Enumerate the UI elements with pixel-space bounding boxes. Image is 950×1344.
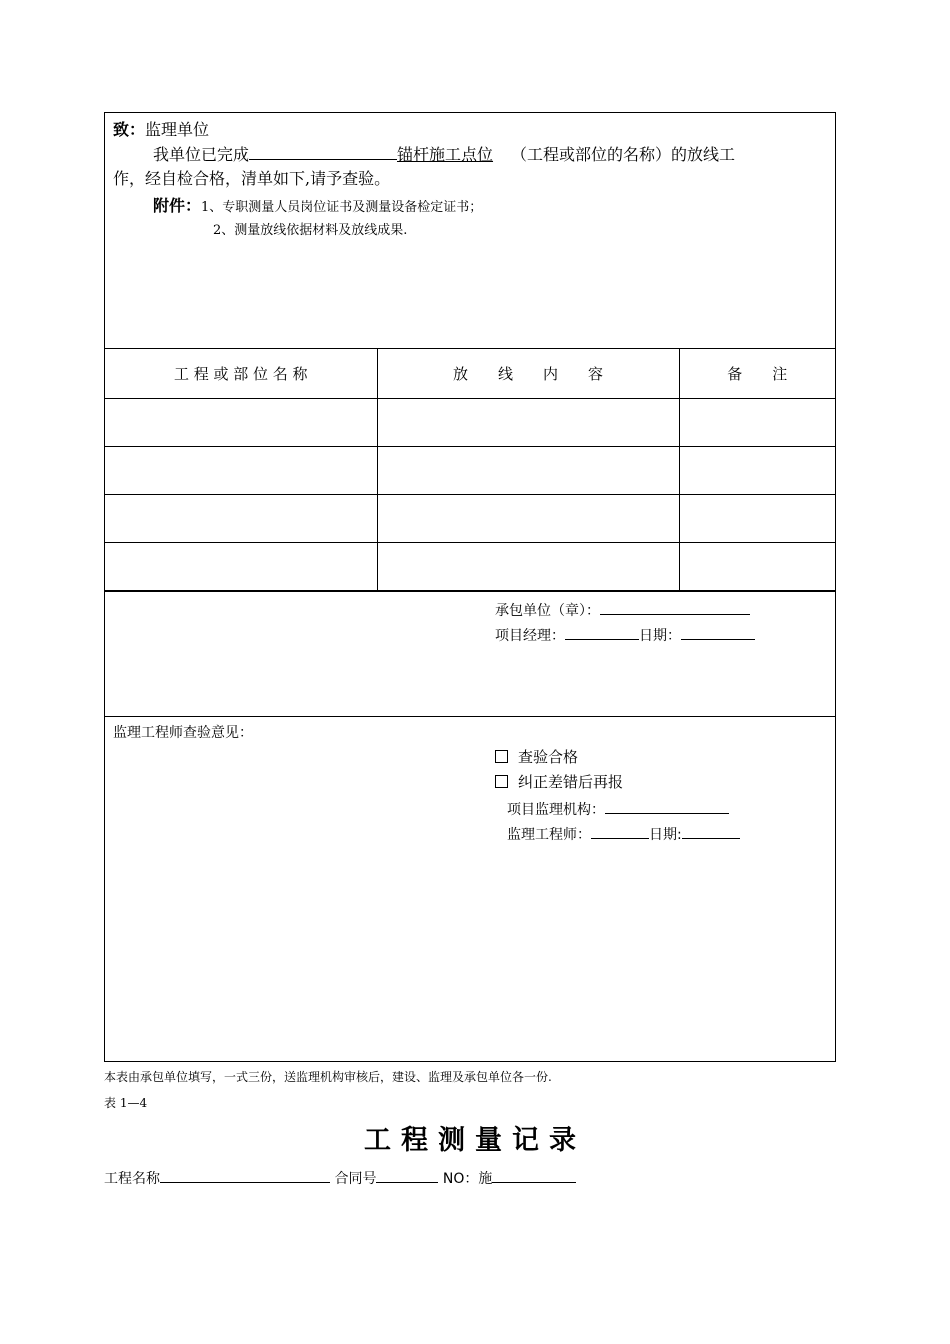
table-cell[interactable]: [105, 495, 377, 543]
contractor-unit-line: [495, 598, 750, 620]
sentence-prefix: 我单位已完成: [153, 145, 250, 164]
table-row: [105, 399, 835, 447]
org-line: [507, 797, 729, 819]
table-cell[interactable]: [679, 447, 835, 495]
project-name-field[interactable]: [160, 1166, 330, 1183]
no-label: NO：施: [442, 1171, 493, 1187]
completion-sentence: [153, 142, 735, 165]
manager-label: 项目经理：: [495, 628, 565, 644]
engineer-label: 监理工程师：: [507, 827, 591, 843]
header-location: 工 程 或 部 位 名 称: [105, 349, 377, 399]
opinion-label: 监理工程师查验意见：: [113, 725, 253, 741]
form-intro: [105, 113, 835, 349]
attachment-2: 2、测量放线依据材料及放线成果.: [213, 223, 408, 238]
contract-label: 合同号: [334, 1171, 377, 1187]
addressee-line: [113, 117, 209, 140]
option-pass: 查验合格: [518, 748, 579, 766]
to-label: 致：: [113, 120, 146, 139]
sentence-suffix: （工程或部位的名称）的放线工: [511, 145, 736, 164]
contractor-unit-label: 承包单位（章）：: [495, 603, 600, 619]
contract-field[interactable]: [376, 1166, 438, 1183]
contractor-unit-field[interactable]: [600, 598, 750, 615]
table-cell[interactable]: [679, 543, 835, 591]
table-cell[interactable]: [377, 495, 679, 543]
table-number: 表 1—4: [104, 1096, 148, 1110]
project-name-label: 工程名称: [104, 1171, 160, 1187]
attachment-label: 附件：: [153, 196, 202, 215]
supervision-section: [105, 716, 835, 1062]
work-name: 锚杆施工点位: [397, 145, 494, 164]
pass-checkbox[interactable]: [495, 750, 508, 763]
project-info-line: [104, 1166, 576, 1188]
layout-list-table: [105, 348, 835, 591]
table-cell[interactable]: [377, 399, 679, 447]
table-row: [105, 543, 835, 591]
redo-checkbox[interactable]: [495, 775, 508, 788]
table-cell[interactable]: [679, 399, 835, 447]
manager-field[interactable]: [565, 623, 639, 640]
supervision-date-field[interactable]: [682, 822, 740, 839]
attachment-1: 1、专职测量人员岗位证书及测量设备检定证书；: [201, 200, 483, 215]
no-field[interactable]: [492, 1166, 576, 1183]
engineer-line: [507, 822, 740, 844]
engineer-field[interactable]: [591, 822, 649, 839]
contractor-date-label: 日期：: [639, 628, 681, 644]
table-cell[interactable]: [377, 447, 679, 495]
manager-line: [495, 623, 755, 645]
record-title: 工程测量记录: [364, 1125, 586, 1156]
table-row: [105, 495, 835, 543]
supervision-date-label: 日期:: [649, 827, 682, 843]
table-cell[interactable]: [679, 495, 835, 543]
work-name-blank[interactable]: [249, 143, 397, 160]
table-cell[interactable]: [105, 399, 377, 447]
table-row: [105, 447, 835, 495]
option-redo: 纠正差错后再报: [518, 773, 624, 791]
contractor-date-field[interactable]: [681, 623, 755, 640]
addressee: 监理单位: [145, 120, 210, 139]
option-redo-line: [495, 771, 623, 792]
application-form: [104, 112, 836, 1062]
header-remarks: 备 注: [679, 349, 835, 399]
attachments-line-1: [153, 193, 482, 216]
table-cell[interactable]: [377, 543, 679, 591]
contractor-section: [105, 591, 835, 717]
org-field[interactable]: [605, 797, 729, 814]
sentence-line-2: 作，经自检合格，清单如下,请予查验。: [113, 169, 391, 188]
footer-note: 本表由承包单位填写，一式三份，送监理机构审核后，建设、监理及承包单位各一份.: [104, 1070, 552, 1084]
header-content: 放 线 内 容: [377, 349, 679, 399]
table-cell[interactable]: [105, 447, 377, 495]
table-cell[interactable]: [105, 543, 377, 591]
org-label: 项目监理机构：: [507, 802, 605, 818]
option-pass-line: [495, 746, 578, 767]
table-header-row: [105, 349, 835, 399]
